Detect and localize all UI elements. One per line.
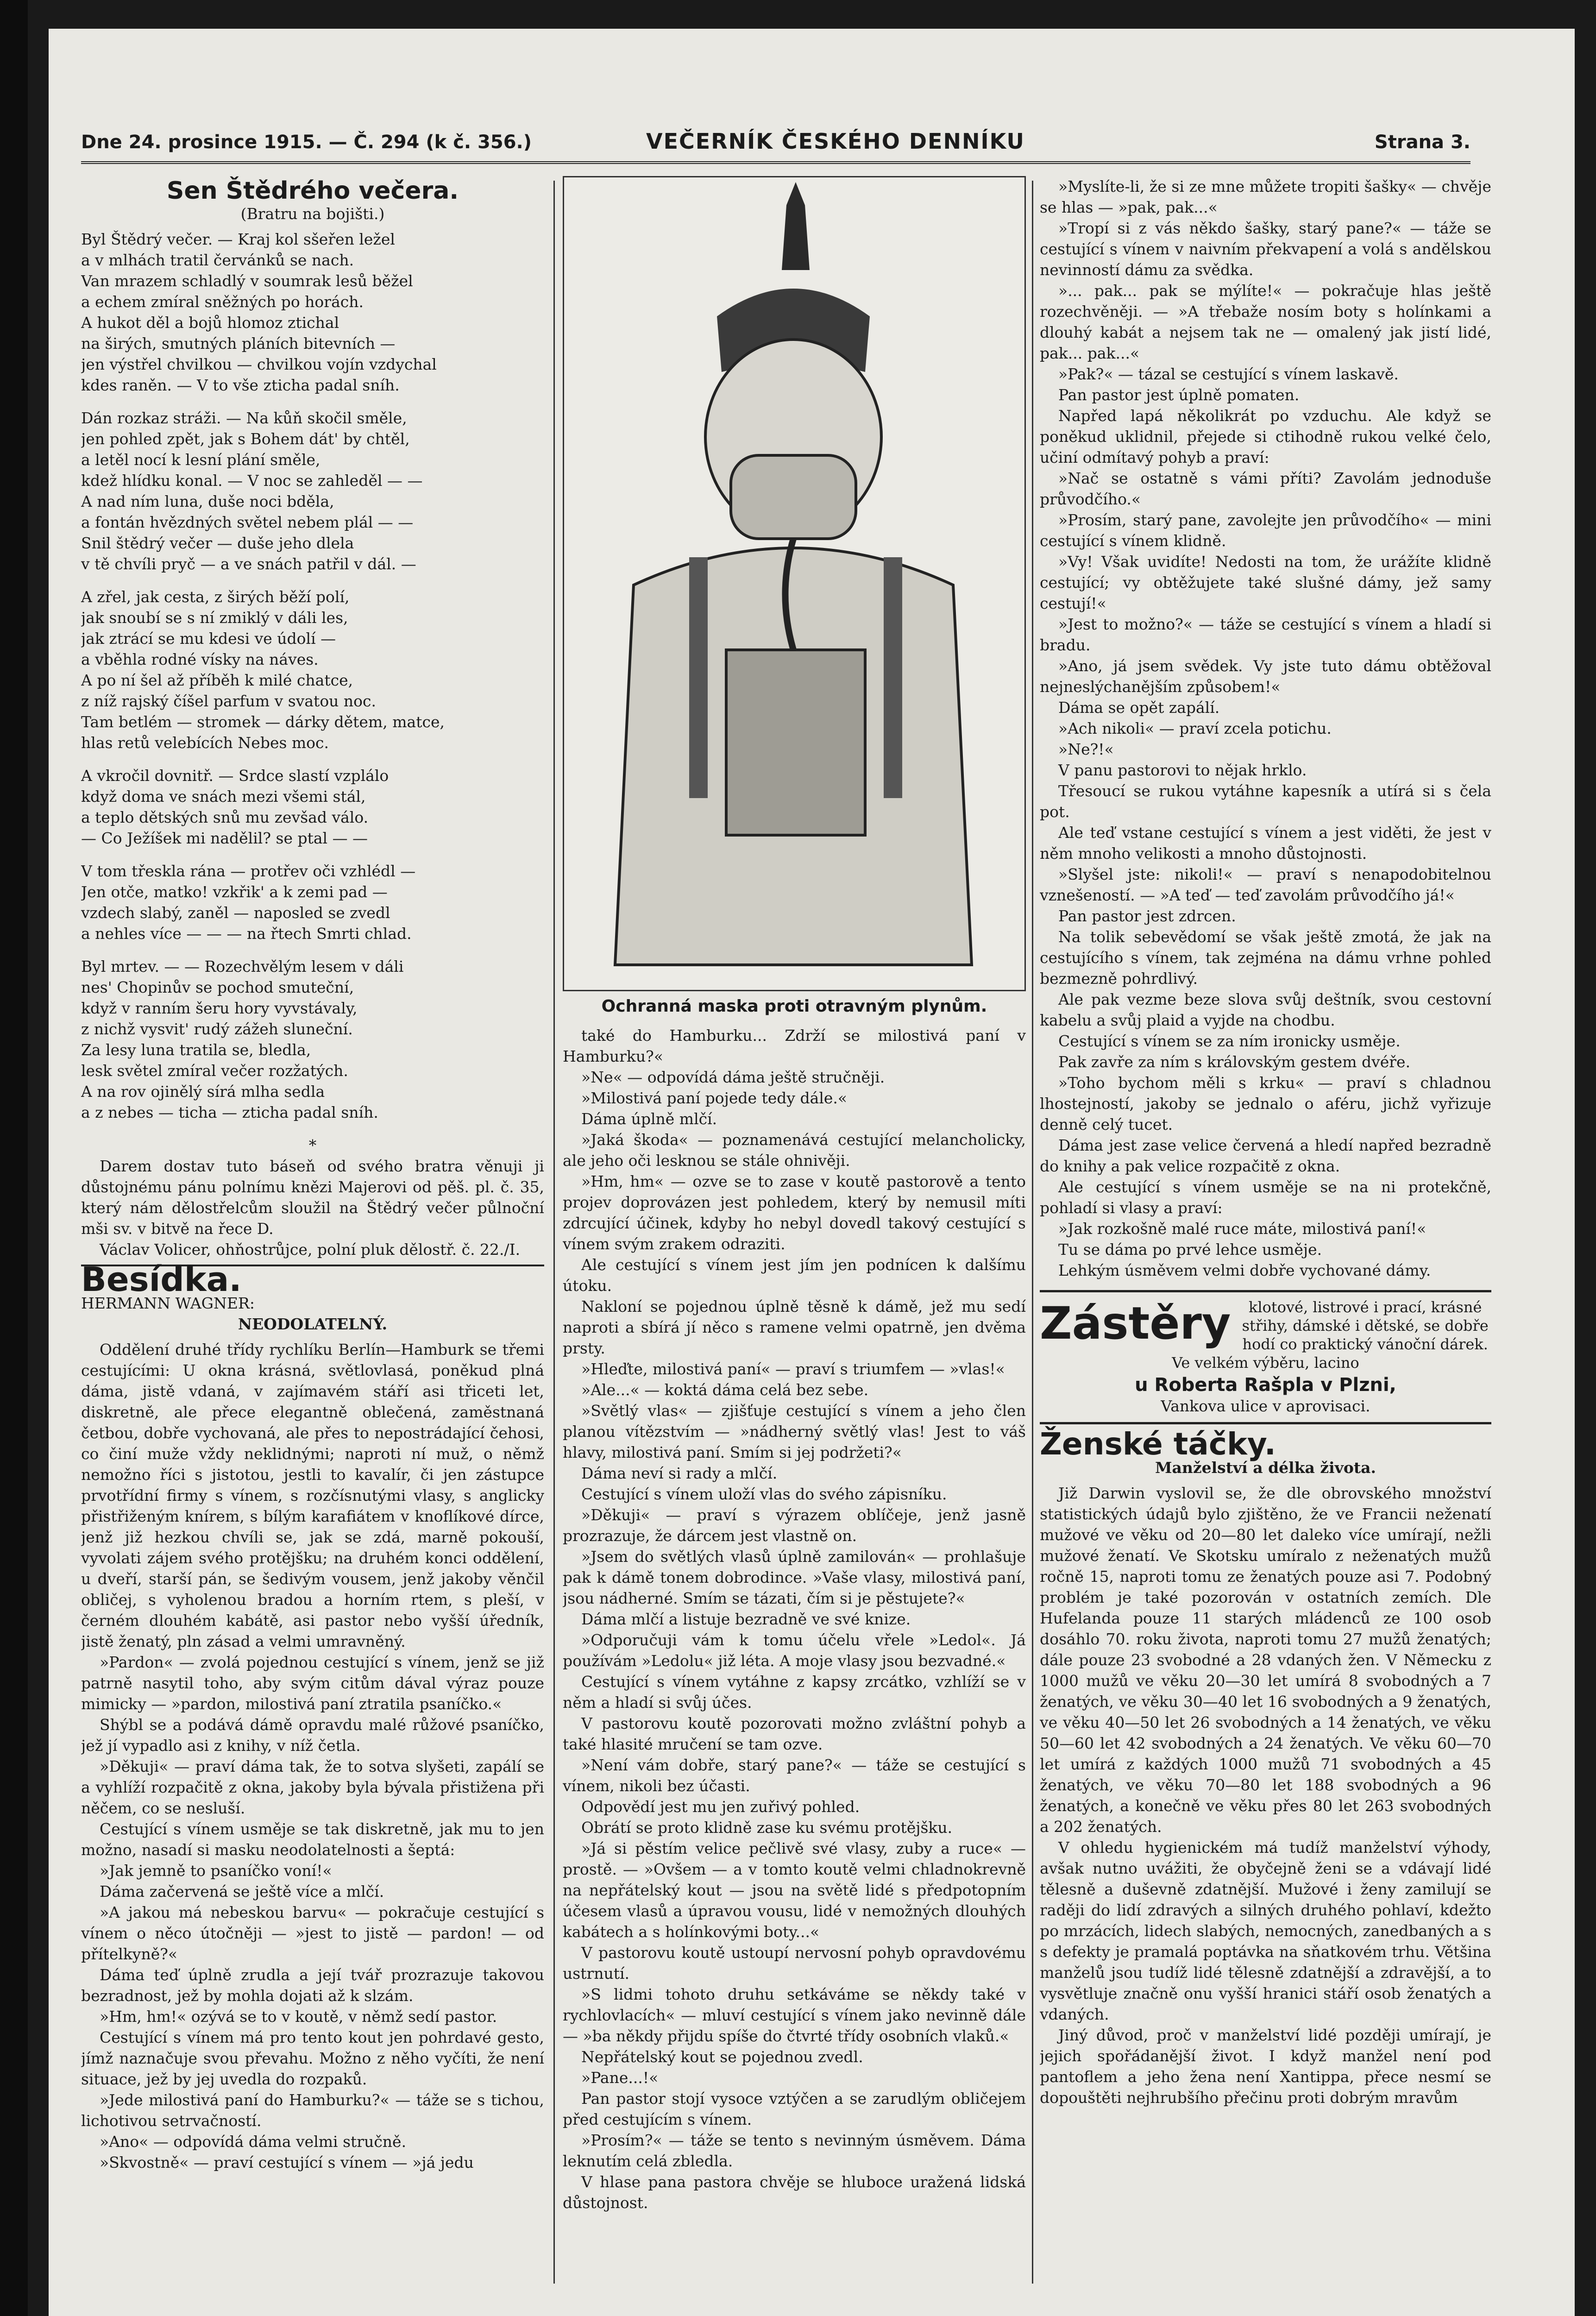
poem-subtitle: (Bratru na bojišti.) xyxy=(240,205,385,223)
story-paragraph: V panu pastorovi to nějak hrklo. xyxy=(1058,761,1307,779)
column-rule xyxy=(553,181,555,2284)
story-paragraph: »A jakou má nebeskou barvu« — pokračuje cestující s vínem o něco útočněji — »jest to jistě — pardon! — od přítelkyně?« xyxy=(81,1903,544,1963)
story-paragraph: »S lidmi tohoto druhu setkáváme se někdy také v rychlovlacích« — mluví cestující s vínem jako nevinně dále — »ba někdy přijdu spíše do čtvrté třídy osobních vlaků.« xyxy=(563,1985,1026,2045)
ad-address: Vankova ulice v aprovisaci. xyxy=(1161,1397,1370,1415)
filter-canister xyxy=(726,650,865,835)
story-paragraph: »Ach nikoli« — praví zcela potichu. xyxy=(1058,719,1332,737)
poem-signature: Václav Volicer, ohňostrůjce, polní pluk dělostř. č. 22./I. xyxy=(100,1240,521,1259)
poem-stanza: Dán rozkaz stráži. — Na kůň skočil směle, jen pohled zpět, jak s Bohem dát' by chtěl, a letěl nocí k lesní plání směle, kdež hlídku konal. — V noc se zahleděl — — A nad ním luna, duše noci bděla, a fontán hvězdných světel nebem plál — — Snil štědrý večer — duše jeho dlela v tě chvíli pryč — a ve snách patřil v dál. — xyxy=(81,409,423,573)
story-paragraph: »Jede milostivá paní do Hamburku?« — táže se s tichou, lichotivou setrvačností. xyxy=(81,2091,544,2130)
story-paragraph: »Prosím, starý pane, zavolejte jen průvodčího« — mini cestující s vínem klidně. xyxy=(1040,511,1491,550)
story-paragraph: Shýbl se a podává dámě opravdu malé růžové psaníčko, jež jí vypadlo asi z knihy, v níž četla. xyxy=(81,1716,544,1755)
article-paragraph: Již Darwin vyslovil se, že dle obrovského množství statistických údajů bylo zjištěno, že ve Francii neženatí mužové ve věku od 20—80 let daleko více umírají, nežli mužové ženatí. Ve Skotsku umíralo z neženatých mužů ročně 15, naproti tomu ze ženatých pouze asi 7. Podobný problém je také pozorován v ostatních zemích. Dle Hufelanda pouze 11 starých mládenců ze 100 osob dosáhlo 70. roku života, naproti tomu 27 mužů ženatých; dále pouze 23 svobodné a 28 vdaných žen. V Německu z 1000 mužů ve věku 20—30 let umírá 8 svobodných a 7 ženatých, ve věku 30—40 let 16 svobodných a 9 ženatých, ve věku 40—50 let 26 svobodných a 14 ženatých, ve věku 50—60 let 42 svobodných a 24 ženatých. Ve věku 60—70 let umírá z každých 1000 mužů 71 svobodných a 45 ženatých, ve věku 70—80 let 188 svobodných a 96 ženatých, a konečně ve věku přes 80 let 263 svobodných a 202 ženatých. xyxy=(1040,1484,1491,1836)
page-edge-shadow xyxy=(0,0,28,2316)
story-paragraph: »Hleďte, milostivá paní« — praví s triumfem — »vlas!« xyxy=(581,1360,1005,1378)
story-paragraph: Dáma neví si rady a mlčí. xyxy=(581,1464,778,1482)
story-paragraph: Cestující s vínem uloží vlas do svého zápisníku. xyxy=(581,1485,947,1503)
story-ending xyxy=(1040,176,1491,1281)
story-paragraph: »Odporučuji vám k tomu účelu vřele »Ledol«. Já používám »Ledolu« již léta. A moje vlasy jsou bezvadné.« xyxy=(563,1631,1026,1670)
story-paragraph: Dáma začervená se ještě více a mlčí. xyxy=(100,1882,384,1901)
strap-left xyxy=(689,557,708,798)
story-title: NEODOLATELNÝ. xyxy=(238,1315,388,1333)
column-2 xyxy=(563,176,1026,2288)
story-author: HERMANN WAGNER: xyxy=(81,1294,255,1312)
story-paragraph: Dáma teď úplně zrudla a její tvář prozrazuje takovou bezradnost, jež by mohla dojati až k slzám. xyxy=(81,1966,544,2005)
story-paragraph: »Děkuji« — praví dáma tak, že to sotva slyšeti, zapálí se a vyhlíží rozpačitě z okna, jakoby byla bývala přistižena při něčem, co se nesluší. xyxy=(81,1757,544,1817)
story-paragraph: Pak zavře za ním s královským gestem dvéře. xyxy=(1058,1053,1411,1071)
story-paragraph: »Slyšel jste: nikoli!« — praví s nenapodobitelnou vznešeností. — »A teď — teď zavolám průvodčího já!« xyxy=(1040,865,1491,904)
story-paragraph: Lehkým úsměvem velmi dobře vychované dámy. xyxy=(1058,1261,1431,1279)
story-paragraph: Dáma se opět zapálí. xyxy=(1058,699,1220,717)
story-paragraph: Ale teď vstane cestující s vínem a jest viděti, že jest v něm mnoho velikosti a mnoho důstojnosti. xyxy=(1040,824,1491,862)
story-paragraph: Na tolik sebevědomí se však ještě zmotá, že jak na cestujícího s vínem, tak zejména na dámu vrhne pohled bezmezně pohrdlivý. xyxy=(1040,928,1491,988)
poem-stanza: V tom třeskla rána — protřev oči vzhlédl — Jen otče, matko! vzkřik' a k zemi pad — vzdech slabý, zaněl — naposled se zvedl a nehles více — — — na řtech Smrti chlad. xyxy=(81,862,416,943)
poem-stanza: A zřel, jak cesta, z širých běží polí, jak snoubí se s ní zmiklý v dáli les, jak ztrácí se mu kdesi ve údolí — a vběhla rodné vísky na náves. A po ní šel až příběh k milé chatce, z níž rajský číšel parfum v svatou noc. Tam betlém — stromek — dárky dětem, matce, hlas retů velebících Nebes moc. xyxy=(81,588,445,752)
story-paragraph: »Není vám dobře, starý pane?« — táže se cestující s vínem, nikoli bez účasti. xyxy=(563,1756,1026,1795)
story-paragraph: »Nač se ostatně s vámi příti? Zavolám jednoduše průvodčího.« xyxy=(1040,469,1491,508)
story-paragraph: »Ne?!« xyxy=(1058,740,1114,758)
story-paragraph: V hlase pana pastora chvěje se hluboce uražená lidská důstojnost. xyxy=(563,2173,1026,2212)
story-paragraph: »Jaká škoda« — poznamenává cestující melancholicky, ale jeho oči lesknou se stále ohnivěji. xyxy=(563,1131,1026,1170)
section-heading-zenske-tacky: Ženské táčky. xyxy=(1040,1426,1276,1462)
story-paragraph: »Skvostně« — praví cestující s vínem — »já jedu xyxy=(100,2153,474,2171)
story-paragraph: Cestující s vínem se za ním ironicky usměje. xyxy=(1058,1032,1401,1050)
article-paragraph: V ohledu hygienickém má tudíž manželství výhody, avšak nutno uvážiti, že obyčejně ženi se a vdávají lidé tělesně a duševně zdatnější. Mužové i ženy zamilují se raději do lidí zdravých a silných druhého pohlaví, kdežto po mrzácích, lidech slabých, nemocných, zanedbaných a s s defekty je pramalá poptávka na sňatkovém trhu. Většina manželů jsou tudíž lidé tělesně zdatnější a zdravější, a to vysvětluje značně onu vyšší hranici stáří osob ženatých a vdaných. xyxy=(1040,1838,1491,2023)
article-title: Manželství a délka života. xyxy=(1155,1459,1376,1477)
story-paragraph: »Jsem do světlých vlasů úplně zamilován« — prohlašuje pak k dámě tonem dobrodince. »Vaše vlasy, milostivá paní, jsou nádherné. Smím se tázati, čím si je pěstujete?« xyxy=(563,1548,1026,1607)
story-paragraph: »Hm, hm!« ozývá se to v koutě, v němž sedí pastor. xyxy=(100,2008,497,2026)
story-paragraph: »Světlý vlas« — zjišťuje cestující s vínem a jeho člen planou vítězstvím — »nádherný světlý vlas! Jest to váš hlavy, milostivá paní. Smím si jej podržeti?« xyxy=(563,1402,1026,1461)
column-1 xyxy=(81,176,544,2288)
story-paragraph: Ale cestující s vínem usměje se na ni protekčně, pohladí si vlasy a praví: xyxy=(1040,1178,1491,1217)
story-paragraph: »Ale...« — koktá dáma celá bez sebe. xyxy=(581,1381,869,1399)
story-paragraph: »Jak jemně to psaníčko voní!« xyxy=(100,1862,332,1880)
poem-body xyxy=(81,229,544,1123)
page-header xyxy=(81,129,1470,164)
story-paragraph: Nepřátelský kout se pojednou zvedl. xyxy=(581,2048,863,2066)
poem-stanza: A vkročil dovnitř. — Srdce slastí vzplálo když doma ve snách mezi všemi stál, a teplo dětských snů mu zevšad válo. — Co Ježíšek mi nadělil? se ptal — — xyxy=(81,767,389,847)
strap-right xyxy=(884,557,902,798)
story-paragraph: »Pardon« — zvolá pojednou cestující s vínem, jenž se již patrně nasytil toho, aby svým citům dával výraz pouze mimicky — »pardon, milostivá paní ztratila psaníčko.« xyxy=(81,1653,544,1713)
story-paragraph: V pastorovu koutě ustoupí nervosní pohyb opravdovému ustrnutí. xyxy=(563,1944,1026,1982)
story-paragraph: »Tropí si z vás někdo šašky, starý pane?« — táže se cestující s vínem v naivním překvapení a volá s andělskou nevinností dámu za svědka. xyxy=(1040,219,1491,279)
story-paragraph: Napřed lapá několikrát po vzduchu. Ale když se poněkud uklidnil, přejede si ctihodně rukou velké čelo, učiní odmítavý pohyb a praví: xyxy=(1040,407,1491,466)
story-paragraph: Pan pastor stojí vysoce vztýčen a se zarudlým obličejem před cestujícím s vínem. xyxy=(563,2089,1026,2128)
story-paragraph: Obrátí se proto klidně zase ku svému protějšku. xyxy=(581,1819,953,1837)
dedication-note: Darem dostav tuto báseň od svého bratra věnuji ji důstojnému pánu polnímu knězi Majerovi od pěš. pl. č. 35, který nám dělostřelcům sloužil na Štědrý večer půlnoční mši sv. v bitvě na řece D. xyxy=(81,1157,544,1238)
story-paragraph: také do Hamburku... Zdrží se milostivá paní v Hamburku?« xyxy=(563,1026,1026,1065)
story-paragraph: V pastorovu koutě pozorovati možno zvláštní pohyb a také hlasité mručení se tam ozve. xyxy=(563,1714,1026,1753)
story-paragraph: »Hm, hm« — ozve se to zase v koutě pastorově a tento projev doprovázen jest pohledem, který by nemusil míti zdrcující účinek, kdyby ho nebyl dovedl takový cestující s vínem svým zrakem odraziti. xyxy=(563,1172,1026,1253)
article-paragraph: Jiný důvod, proč v manželství lidé později umírají, je jejich spořádanější život. I když manžel není pod pantoflem a jeho žena není Xantippa, přece nesmí se dopouštěti nejhrubšího přečinu proti dobrým mravům xyxy=(1040,2026,1491,2107)
mask-shape xyxy=(731,455,856,539)
story-paragraph: Cestující s vínem vytáhne z kapsy zrcátko, vzhlíží se v něm a hladí si svůj účes. xyxy=(563,1673,1026,1712)
story-paragraph: Oddělení druhé třídy rychlíku Berlín—Hamburk se třemi cestujícími: U okna krásná, světlovlasá, poněkud plná dáma, jistě vdaná, v zajímavém stáří asi třiceti let, diskretně, ale přece elegantně oblečená, zaměstnaná četbou, dobře vychovaná, ale přes to nepostrádající čehosi, co činí muže vždy neklidnými; naproti ní muž, o němž nemožno říci s jistotou, jestli to kavalír, či jen zástupce prvotřídní firmy s vínem, s rozčísnutými vlasy, s anglicky přistřiženým knírem, s bílým karafiátem v knoflíkové dírce, jenž již hezkou chvíli se, jak se zdá, marně pokouší, vyvolati zájem svého protějšku; na druhém konci oddělení, u dveří, starší pán, se šedivým vousem, jenž jakoby věnčil obličej, s vyholenou bradou a horním rtem, s pleší, v černém dlouhém kabátě, asi pastor nebo vyšší úředník, jistě ženatý, pln zásad a velmi umravněný. xyxy=(81,1341,544,1650)
story-paragraph: Pan pastor jest úplně pomaten. xyxy=(1058,386,1300,404)
story-paragraph: »Prosím?« — táže se tento s nevinným úsměvem. Dáma leknutím celá zbledla. xyxy=(563,2131,1026,2170)
story-paragraph: Cestující s vínem usměje se tak diskretně, jak mu to jen možno, nasadí si masku neodolatelnosti a šeptá: xyxy=(81,1820,544,1859)
soldier-gas-mask-drawing xyxy=(564,177,1024,990)
column-rule xyxy=(1032,181,1033,2284)
column-3 xyxy=(1040,176,1491,2288)
poem-title: Sen Štědrého večera. xyxy=(166,177,459,205)
story-paragraph: »Pane...!« xyxy=(581,2069,659,2087)
story-paragraph: Dáma úplně mlčí. xyxy=(581,1110,717,1128)
ad-description: klotové, listrové i prací, krásné střihy, dámské i dětské, se dobře hodí co praktický vánoční dárek. Ve velkém výběru, lacino xyxy=(1172,1298,1489,1372)
story-paragraph: Dáma jest zase velice červená a hledí napřed bezradně do knihy a pak velice rozpačitě z okna. xyxy=(1040,1136,1491,1175)
story-continuation xyxy=(563,1025,1026,2213)
story-paragraph: »Vy! Však uvidíte! Nedosti na tom, že urážíte klidně cestující; vy obtěžujete také slušné dámy, jež samy cestují!« xyxy=(1040,553,1491,612)
story-paragraph: »Ano« — odpovídá dáma velmi stručně. xyxy=(100,2133,407,2151)
illustration-caption: Ochranná maska proti otravným plynům. xyxy=(601,997,987,1016)
story-paragraph: Odpovědí jest mu jen zuřivý pohled. xyxy=(581,1798,860,1816)
story-paragraph: »Myslíte-li, že si ze mne můžete tropiti šašky« — chvěje se hlas — »pak, pak...« xyxy=(1040,177,1491,216)
story-paragraph: Třesoucí se rukou vytáhne kapesník a utírá si s čela pot. xyxy=(1040,782,1491,821)
story-paragraph: »Ne« — odpovídá dáma ještě stručněji. xyxy=(581,1068,885,1086)
story-text xyxy=(81,1339,544,2173)
story-paragraph: Ale pak vezme beze slova svůj deštník, svou cestovní kabelu a svůj plaid a vyjde na chodbu. xyxy=(1040,990,1491,1029)
story-paragraph: »Pak?« — tázal se cestující s vínem laskavě. xyxy=(1058,365,1399,383)
asterisk-divider: * xyxy=(308,1136,317,1154)
story-paragraph: Cestující s vínem má pro tento kout jen pohrdavé gesto, jímž naznačuje svou převahu. Možno z něho vyčíti, že není situace, jež by jej uvedla do rozpaků. xyxy=(81,2028,544,2088)
ad-brand: Zástěry xyxy=(1040,1297,1231,1349)
illustration-gas-mask-soldier xyxy=(563,176,1026,991)
story-paragraph: »Toho bychom měli s krku« — praví s chladnou lhostejností, jakoby se jednalo o aféru, jichž vyřizuje denně celý tucet. xyxy=(1040,1074,1491,1133)
section-heading-besidka: Besídka. xyxy=(81,1265,544,1290)
story-paragraph: »Jak rozkošně malé ruce máte, milostivá paní!« xyxy=(1058,1220,1426,1238)
story-paragraph: Nakloní se pojednou úplně těsně k dámě, jež mu sedí naproti a sbírá jí něco s ramene velmi opatrně, jen dvěma prsty. xyxy=(563,1297,1026,1357)
poem-stanza: Byl Štědrý večer. — Kraj kol sšeřen ležel a v mlhách tratil červánků se nach. Van mrazem schladlý v soumrak lesů běžel a echem zmíral sněžných po horách. A hukot děl a bojů hlomoz ztichal na širých, smutných pláních bitevních — jen výstřel chvilkou — chvilkou vojín vzdychal kdes raněn. — V to vše zticha padal sníh. xyxy=(81,230,437,394)
issue-date: Dne 24. prosince 1915. — Č. 294 (k č. 356.) xyxy=(81,132,532,153)
newspaper-name: VEČERNÍK ČESKÉHO DENNÍKU xyxy=(646,129,1025,154)
story-paragraph: »Jest to možno?« — táže se cestující s vínem a hladí si bradu. xyxy=(1040,615,1491,654)
poem-stanza: Byl mrtev. — — Rozechvělým lesem v dáli nes' Chopinův se pochod smuteční, když v ranním šeru hory vyvstávaly, z nichž vysvit' rudý zážeh sluneční. Za lesy luna tratila se, bledla, lesk světel zmíral večer rozžatých. A na rov ojinělý sírá mlha sedla a z nebes — ticha — zticha padal sníh. xyxy=(81,957,404,1121)
story-paragraph: Pan pastor jest zdrcen. xyxy=(1058,907,1236,925)
story-paragraph: »Já si pěstím velice pečlivě své vlasy, zuby a ruce« — prostě. — »Ovšem — a v tomto koutě velmi chladnokrevně na nepřátelský kout — jsou na světě lidé s předpotopním účesem vlasů a úpravou vousu, lidé v nemožných dlouhých kabátech a s holínkovými boty...« xyxy=(563,1839,1026,1941)
story-paragraph: »Milostivá paní pojede tedy dále.« xyxy=(581,1089,848,1107)
story-paragraph: Ale cestující s vínem jest jím jen podnícen k dalšímu útoku. xyxy=(563,1256,1026,1295)
story-paragraph: »Děkuji« — praví s výrazem oblíčeje, jenž jasně prozrazuje, že dárcem jest vlastně on. xyxy=(563,1506,1026,1545)
story-paragraph: »... pak... pak se mýlíte!« — pokračuje hlas ještě rozechvěněji. — »A třebaže nosím boty s holínkami a dlouhý kabát a nejsem tak ne — omalený jak jistí lidé, pak... pak...« xyxy=(1040,282,1491,362)
advertisement-aprons xyxy=(1040,1290,1491,1424)
page-number: Strana 3. xyxy=(1374,132,1470,153)
ad-shop-name: u Roberta Rašpla v Plzni, xyxy=(1135,1374,1396,1396)
story-paragraph: »Ano, já jsem svědek. Vy jste tuto dámu obtěžoval nejneslýchanějším způsobem!« xyxy=(1040,657,1491,696)
story-paragraph: Tu se dáma po prvé lehce usměje. xyxy=(1058,1240,1322,1259)
story-paragraph: Dáma mlčí a listuje bezradně ve své knize. xyxy=(581,1610,911,1628)
